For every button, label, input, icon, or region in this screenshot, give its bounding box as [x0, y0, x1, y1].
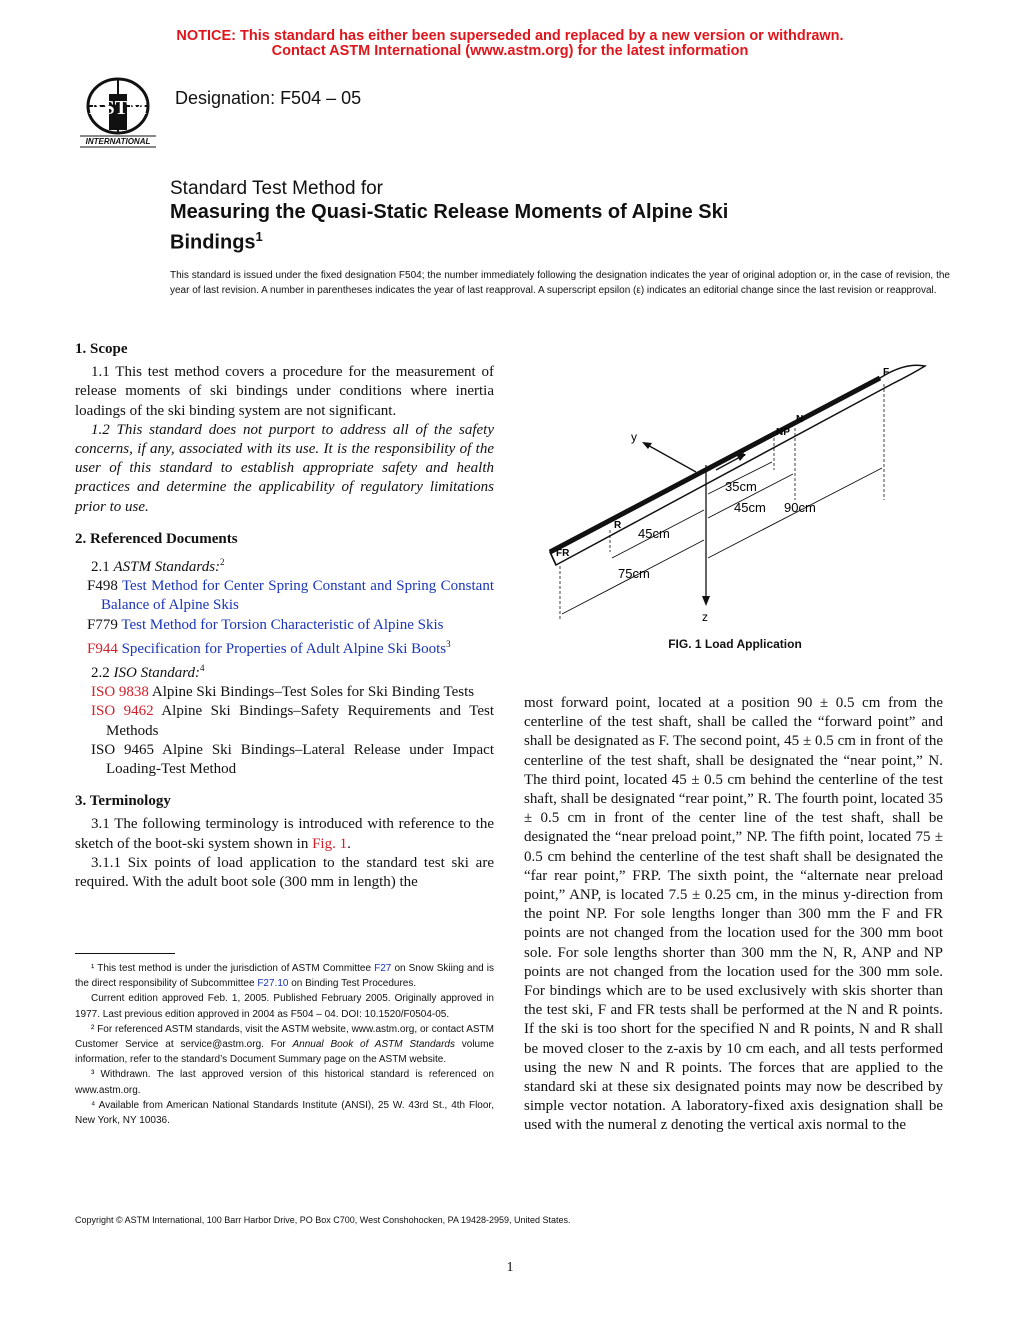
terminology-p1: 3.1 The following terminology is introduced with reference to the sketch of the boot-ski system shown in Fig. 1. — [75, 816, 494, 852]
copyright: Copyright © ASTM International, 100 Barr Harbor Drive, PO Box C700, West Conshohocken, PA 19428-2959, United States. — [75, 1215, 571, 1225]
title-line-1: Standard Test Method for — [170, 178, 383, 199]
z-axis-label: z — [702, 610, 708, 624]
svg-text:INTERNATIONAL: INTERNATIONAL — [85, 137, 151, 146]
footnote-4: ⁴ Available from American National Standards Institute (ANSI), 25 W. 43rd St., 4th Floor, New York, NY 10036. — [75, 1099, 494, 1127]
dim-45cm-rear: 45cm — [638, 526, 670, 541]
dim-45cm-front: 45cm — [734, 500, 766, 515]
designation: Designation: F504 – 05 — [175, 88, 362, 108]
right-column-text: most forward point, located at a position 90 ± 0.5 cm from the centerline of the test shaft, shall be called the “forward point” and shall be designated as F. The second point, 45 ± 0.5 cm in front of the centerline of the test shaft, shall be designated the “near point,” N. The third point, located 45 ± 0.5 cm behind the centerline of the test shaft, shall be designated “rear point,” R. The fourth point, located 35 ± 0.5 cm in front of the center line of the test shaft, shall be designated the “near preload point,” NP. The fifth point, located 75 ± 0.5 cm behind the centerline of the test shaft shall be designated the “far rear point,” FRP. The sixth point, the “alternate near preload point,” ANP, is located 7.5 ± 0.25 cm, in the minus y-direction from the point NP. For sole lengths longer than 300 mm the F and FR points are not changed from the location used for the 300 mm boot sole. For sole lengths shorter than 300 mm the N, R, ANP and NP points are not changed from the location used for the 300 mm sole. For bindings which are to be used exclusively with skis shorter than the test ski, F and FR tests shall be performed at the N and R points. If the ski is too short for the specified N and R points, N and R shall be moved closer to the z-axis by 10 cm each, and all tests performed using the new N and R points. The forces that are applied to the standard ski at these six designated points may now be described by simple vector notation. A laboratory-fixed axis designation shall be used with the numeral z denoting the vertical axis normal to the — [524, 695, 943, 1134]
terminology-p2: 3.1.1 Six points of load application to the standard test ski are required. With the adult boot sole (300 mm in length) the — [75, 854, 494, 891]
footnote-3: ³ Withdrawn. The last approved version of this historical standard is referenced on www.astm.org. — [75, 1069, 494, 1096]
dim-35cm: 35cm — [725, 479, 757, 494]
notice-line-2: Contact ASTM International (www.astm.org) for the latest information — [271, 43, 749, 59]
ref-item-iso-9838[interactable]: ISO 9838 Alpine Ski Bindings–Test Soles for Ski Binding Tests — [91, 684, 475, 701]
ref-item-iso-9465: ISO 9465 Alpine Ski Bindings–Lateral Release under Impact Loading-Test Method — [91, 741, 494, 778]
dim-90cm: 90cm — [784, 500, 816, 515]
svg-text:ASTM: ASTM — [89, 97, 147, 119]
ref-item-f944[interactable]: F944 Specification for Properties of Adult Alpine Ski Boots$^3$ — [87, 638, 451, 657]
figure-1-load-application — [520, 340, 950, 630]
notice-line-1: NOTICE: This standard has either been superseded and replaced by a new version or withdrawn. — [176, 28, 844, 44]
x-axis-label: x — [740, 447, 746, 459]
footnote-1-edition: Current edition approved Feb. 1, 2005. Published February 2005. Originally approved in 1977. Last previous edition approved in 2004 as F504 – 04. DOI: 10.1520/F0504-05. — [75, 993, 494, 1020]
label-N: N — [796, 414, 804, 425]
ref-item-f779[interactable]: F779 Test Method for Torsion Characteristic of Alpine Skis — [87, 616, 444, 633]
label-R: R — [614, 520, 622, 531]
figure-caption: FIG. 1 Load Application — [668, 637, 802, 651]
astm-standards-label: 2.1 ASTM Standards:$^2$ — [91, 557, 225, 576]
ref-item-f498[interactable]: F498 Test Method for Center Spring Constant and Spring Constant Balance of Alpine Skis — [87, 578, 494, 614]
title-line-3: Bindings$^1$ — [170, 229, 263, 254]
footnote-2: ² For referenced ASTM standards, visit the ASTM website, www.astm.org, or contact ASTM Customer Service at service@astm.org. For Annual Book of ASTM Standards volume information, refer to the standard’s Document Summary page on the ASTM website. — [75, 1023, 494, 1066]
label-FR: FR — [556, 548, 570, 559]
left-column — [75, 340, 494, 892]
dim-75cm: 75cm — [618, 566, 650, 581]
scope-p2: 1.2 This standard does not purport to address all of the safety concerns, if any, associated with its use. It is the responsibility of the user of this standard to establish appropriate safety and health practices and determine the applicability of regulatory limitations prior to use. — [75, 421, 494, 515]
terminology-heading: 3. Terminology — [75, 793, 171, 810]
label-F: F — [883, 367, 890, 378]
page-number: 1 — [506, 1260, 514, 1275]
title-line-2: Measuring the Quasi-Static Release Moments of Alpine Ski — [170, 201, 729, 223]
astm-logo — [76, 76, 160, 150]
right-column — [524, 694, 943, 1136]
fig-1-link[interactable]: Fig. 1 — [312, 835, 348, 852]
refdocs-heading: 2. Referenced Documents — [75, 530, 238, 547]
ski-shape — [550, 365, 925, 565]
footnotes — [75, 961, 494, 1128]
ref-item-iso-9462[interactable]: ISO 9462 Alpine Ski Bindings–Safety Requirements and Test Methods — [91, 703, 494, 739]
footnote-divider — [75, 953, 175, 954]
label-NP: NP — [776, 427, 790, 438]
iso-standard-label: 2.2 ISO Standard:$^4$ — [91, 663, 205, 682]
scope-heading: 1. Scope — [75, 341, 128, 357]
scope-p1: 1.1 This test method covers a procedure for the measurement of release moments of ski bindings under conditions where inertia loadings of the ski binding system are not significant. — [75, 364, 494, 419]
issued-note: This standard is issued under the fixed designation F504; the number immediately following the designation indicates the year of original adoption or, in the case of revision, the year of last revision. A number in parentheses indicates the year of last reapproval. A superscript epsilon (ε) indicates an editorial change since the last revision or reapproval. — [170, 270, 950, 296]
y-axis-label: y — [631, 430, 637, 444]
footnote-1: ¹ This test method is under the jurisdiction of ASTM Committee F27 on Snow Skiing and is the direct responsibility of Subcommittee F27.10 on Binding Test Procedures. — [75, 963, 495, 990]
